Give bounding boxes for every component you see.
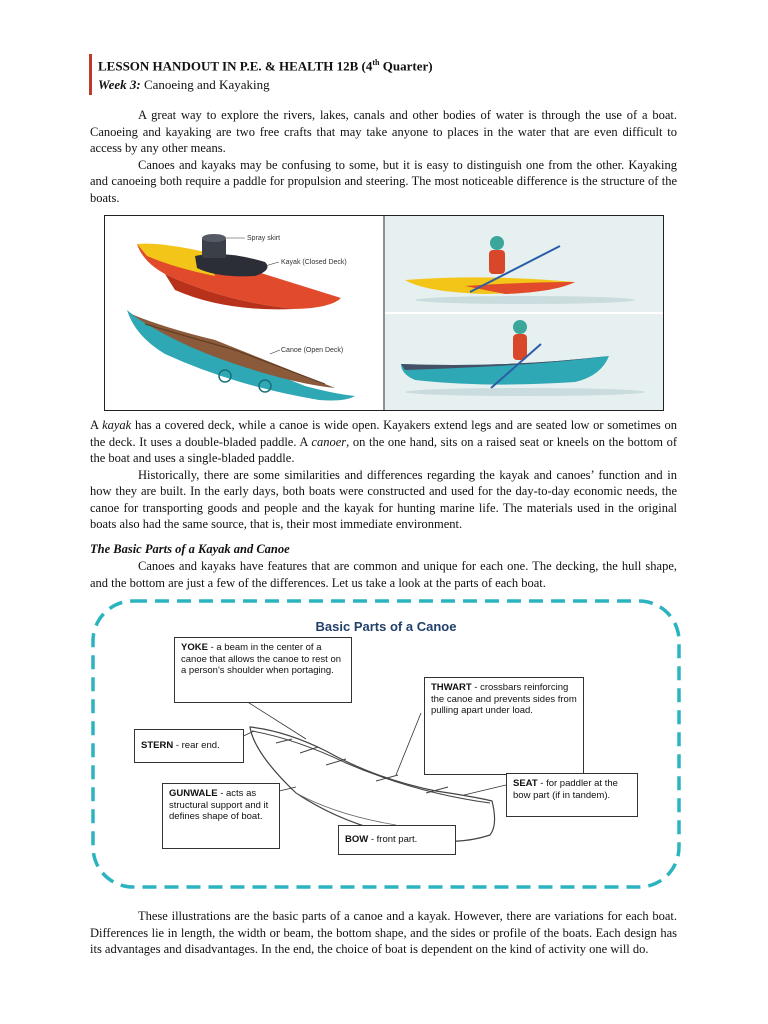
canoe-parts-diagram xyxy=(96,603,676,893)
handout-title: LESSON HANDOUT IN P.E. & HEALTH 12B (4th Quarter) xyxy=(98,58,433,74)
intro-paragraph-1: A great way to explore the rivers, lakes, canals and other bodies of water is through the use of a boat. Canoeing and kayaking are two free crafts that may take anyone to places in the water that are even difficult to access by any other means. xyxy=(90,108,677,155)
stern-label: STERN - rear end. xyxy=(134,729,244,763)
week-line: Week 3: Canoeing and Kayaking xyxy=(98,77,270,93)
spray-skirt-label: Spray skirt xyxy=(247,235,281,242)
kayaker-scene xyxy=(385,216,663,312)
seat-label: SEAT - for paddler at the bow part (if in tandem). xyxy=(506,773,638,817)
kayak-paragraph: A kayak has a covered deck, while a canoe is wide open. Kayakers extend legs and are seated low or sometimes on the deck. It uses a double-bladed paddle. A canoer, on the one hand, sits on a raised seat or kneels on the bottom of the boat and uses a single-bladed paddle. xyxy=(90,418,677,465)
thwart-label: THWART - crossbars reinforcing the canoe and prevents sides from pulling apart under load. xyxy=(424,677,584,775)
handout-header xyxy=(89,54,433,95)
intro-paragraph-2: Canoes and kayaks may be confusing to some, but it is easy to distinguish one from the other. Kayaking and canoeing both require a paddle for propulsion and steering. The most noticeable difference is the structure of the boats. xyxy=(90,157,677,205)
intro-text xyxy=(90,107,677,206)
canoe-open-deck-label: Canoe (Open Deck) xyxy=(281,347,344,354)
section-text xyxy=(90,558,677,591)
history-paragraph: Historically, there are some similarities and differences regarding the kayak and canoes’ function and in how they are built. In the early days, both boats were constructed and used for the day-to-day economic needs, the canoe for transporting goods and people and the kayak for hunting marine life. The materials used in the original boats also had the same source, that is, their most immediate environment. xyxy=(90,467,677,531)
kayak-canoe-difference-text xyxy=(90,417,677,533)
section-paragraph: Canoes and kayaks have features that are common and unique for each one. The decking, the hull shape, and the bottom are just a few of the differences. Let us take a look at the parts of each boat. xyxy=(90,559,677,590)
canoer-scene xyxy=(385,313,663,410)
yoke-label: YOKE - a beam in the center of a canoe that allows the canoe to rest on a person's shoulder when portaging. xyxy=(174,637,352,703)
diagram-title: Basic Parts of a Canoe xyxy=(315,619,457,634)
bow-label: BOW - front part. xyxy=(338,825,456,855)
gunwale-label: GUNWALE - acts as structural support and it defines shape of boat. xyxy=(162,783,280,849)
closing-paragraph: These illustrations are the basic parts of a canoe and a kayak. However, there are variations for each boat. Differences lie in length, the width or beam, the bottom shape, and the sides or profile of the boats. Each design has its advantages and disadvantages. In the end, the choice of boat is dependent on the kind of activity one will do. xyxy=(90,909,677,956)
closing-text xyxy=(90,908,677,958)
kayak-canoe-figure xyxy=(104,215,664,411)
kayak-closed-deck-label: Kayak (Closed Deck) xyxy=(281,259,347,266)
section-heading: The Basic Parts of a Kayak and Canoe xyxy=(90,542,290,556)
kayak-canoe-illustration xyxy=(105,216,663,410)
